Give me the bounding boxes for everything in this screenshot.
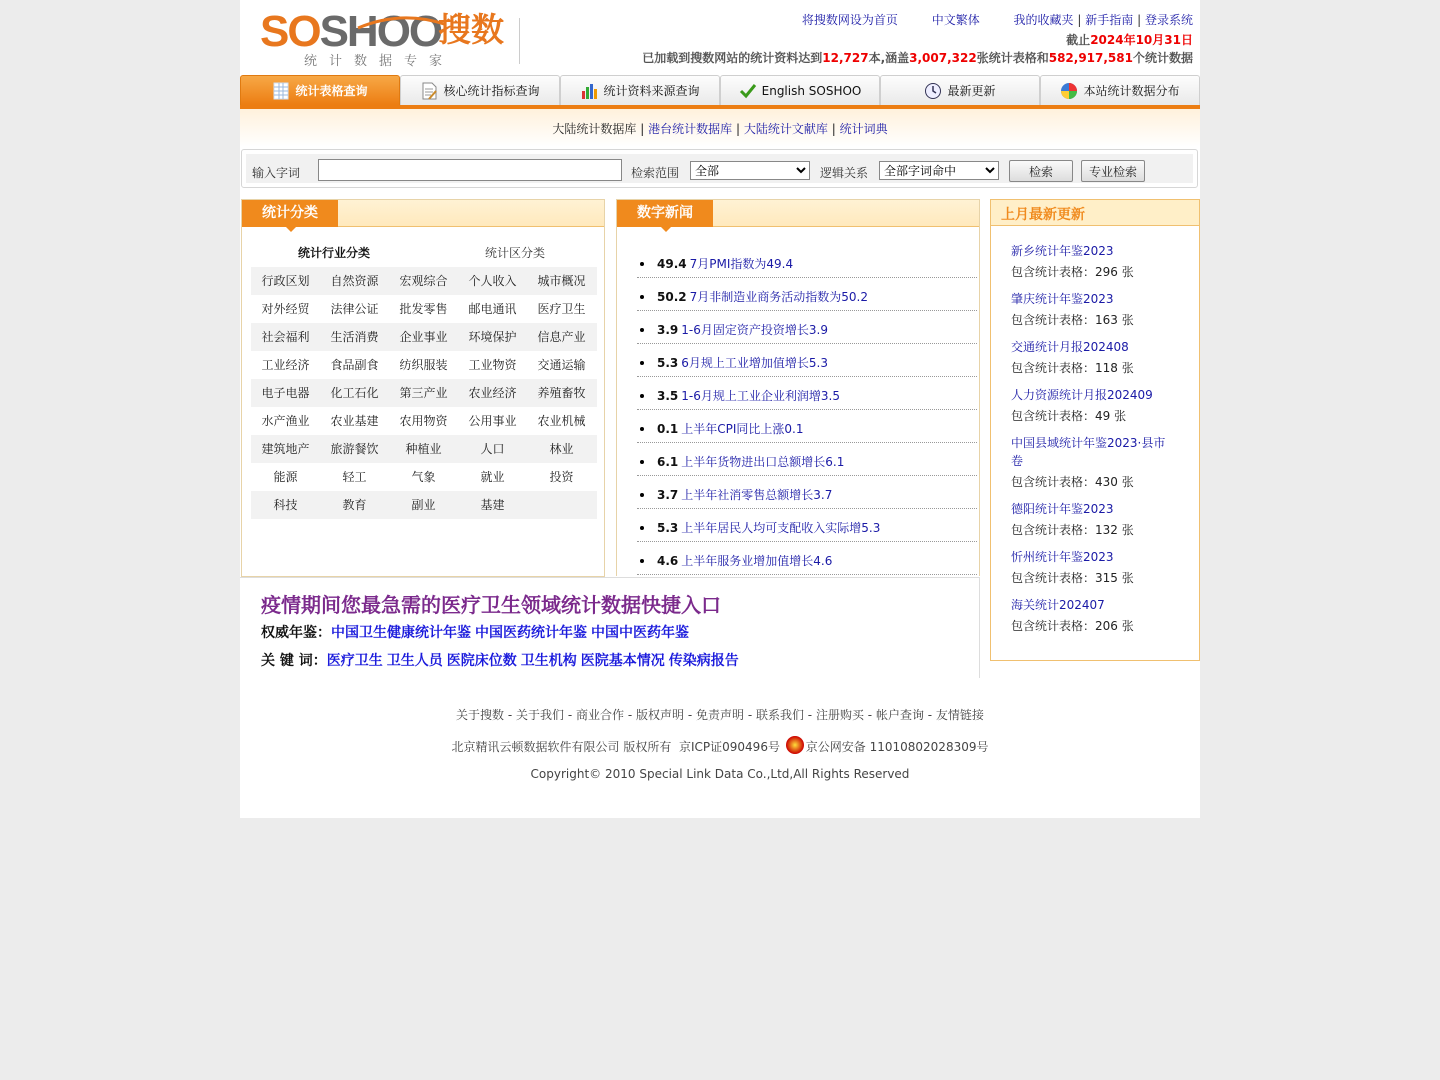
news-link[interactable]: 上半年CPI同比上涨0.1 (681, 422, 804, 436)
footer-link[interactable]: 友情链接 (935, 708, 984, 722)
tab-industry-category[interactable]: 统计行业分类 (298, 246, 371, 260)
category-item[interactable]: 轻工 (342, 470, 367, 484)
tab-source-query[interactable]: 统计资料来源查询 (560, 75, 720, 105)
scope-label: 检索范围 (631, 166, 680, 180)
subnav-literature-db[interactable]: 大陆统计文献库 (743, 122, 828, 136)
category-item[interactable]: 旅游餐饮 (330, 442, 379, 456)
news-link[interactable]: 1-6月固定资产投资增长3.9 (681, 323, 828, 337)
login-link[interactable]: 登录系统 (1144, 13, 1193, 27)
update-item (1011, 338, 1171, 377)
logo-wordmark: SOSHOO (260, 7, 442, 56)
updates-list (1011, 242, 1171, 644)
category-item[interactable]: 第三产业 (399, 386, 448, 400)
news-link[interactable]: 上半年货物进出口总额增长6.1 (681, 455, 845, 469)
update-item (1011, 290, 1171, 329)
news-item (637, 510, 977, 542)
subnav-mainland-db[interactable]: 大陆统计数据库 (552, 122, 637, 136)
asof-date: 截止2024年10月31日 (1066, 33, 1193, 47)
category-item[interactable]: 农用物资 (399, 414, 448, 428)
keyword-link[interactable]: 卫生人员 (386, 653, 443, 669)
tab-table-query[interactable]: 统计表格查询 (240, 75, 400, 105)
database-subnav: 大陆统计数据库 | 港台统计数据库 | 大陆统计文献库 | 统计词典 (240, 109, 1200, 147)
category-item[interactable]: 食品副食 (330, 358, 379, 372)
keyword-label: 输入字词 (252, 166, 301, 180)
footer-link[interactable]: 帐户查询 (875, 708, 924, 722)
update-title-link[interactable]: 中国县域统计年鉴2023·县市卷 (1011, 436, 1166, 468)
table-icon (272, 82, 290, 100)
tab-core-indicators[interactable]: 核心统计指标查询 (400, 75, 560, 105)
logic-select[interactable] (879, 161, 999, 180)
update-table-count: 包含统计表格：49 张 (1011, 409, 1127, 423)
update-item (1011, 242, 1171, 281)
category-item[interactable]: 生活消费 (330, 330, 379, 344)
category-item[interactable]: 法律公证 (330, 302, 379, 316)
keyword-link[interactable]: 医疗卫生 (326, 653, 383, 669)
copyright: Copyright© 2010 Special Link Data Co.,Ltd,All Rights Reserved (530, 767, 910, 781)
update-item (1011, 596, 1171, 635)
updates-panel-title: 上月最新更新 (1001, 207, 1085, 223)
category-item[interactable]: 社会福利 (261, 330, 310, 344)
police-badge-icon (786, 736, 804, 754)
category-item[interactable]: 农业经济 (468, 386, 517, 400)
search-bar (241, 149, 1198, 188)
category-item[interactable]: 对外经贸 (261, 302, 310, 316)
category-item[interactable]: 工业经济 (261, 358, 310, 372)
footer-link[interactable]: 商业合作 (576, 708, 625, 722)
guide-link[interactable]: 新手指南 (1085, 13, 1134, 27)
update-title-link[interactable]: 新乡统计年鉴2023 (1011, 244, 1114, 258)
update-title-link[interactable]: 德阳统计年鉴2023 (1011, 502, 1114, 516)
keyword-link[interactable]: 医院基本情况 (580, 653, 665, 669)
news-link[interactable]: 7月PMI指数为49.4 (689, 257, 794, 271)
subnav-dictionary[interactable]: 统计词典 (839, 122, 888, 136)
category-item[interactable]: 交通运输 (537, 358, 586, 372)
bar-chart-icon (580, 82, 598, 100)
site-stats: 已加载到搜数网站的统计资料达到12,727本,涵盖3,007,322张统计表格和582,917,581个统计数据 (642, 51, 1193, 65)
news-number: 50.2 (657, 290, 687, 304)
updates-panel (990, 199, 1200, 661)
yearbook-row: 权威年鉴：中国卫生健康统计年鉴 中国医药统计年鉴 中国中医药年鉴 (261, 625, 689, 641)
footer-links: 关于搜数 - 关于我们 - 商业合作 - 版权声明 - 免责声明 - 联系我们 - 注册购买 - 帐户查询 - 友情链接 (456, 708, 984, 722)
category-item[interactable]: 能源 (273, 470, 298, 484)
category-item[interactable]: 行政区划 (261, 274, 310, 288)
search-button[interactable]: 检索 (1009, 160, 1073, 182)
category-item[interactable]: 建筑地产 (261, 442, 310, 456)
news-number: 5.3 (657, 521, 679, 535)
news-link[interactable]: 7月非制造业商务活动指数为50.2 (689, 290, 868, 304)
update-title-link[interactable]: 人力资源统计月报202409 (1011, 388, 1153, 402)
news-number: 5.3 (657, 356, 679, 370)
news-link[interactable]: 1-6月规上工业企业利润增3.5 (681, 389, 840, 403)
scope-select[interactable] (690, 161, 810, 180)
category-row (251, 295, 597, 323)
favorites-link[interactable]: 我的收藏夹 (1013, 13, 1074, 27)
update-table-count: 包含统计表格：430 张 (1011, 475, 1134, 489)
news-link[interactable]: 上半年服务业增加值增长4.6 (681, 554, 833, 568)
pie-chart-icon (1060, 82, 1078, 100)
tab-data-distribution[interactable]: 本站统计数据分布 (1040, 75, 1200, 105)
category-item[interactable]: 教育 (342, 498, 367, 512)
footer-link[interactable]: 注册购买 (815, 708, 864, 722)
category-item[interactable]: 个人收入 (468, 274, 517, 288)
update-table-count: 包含统计表格：296 张 (1011, 265, 1134, 279)
update-title-link[interactable]: 海关统计202407 (1011, 598, 1105, 612)
tab-latest-updates[interactable]: 最新更新 (880, 75, 1040, 105)
category-row (251, 379, 597, 407)
news-panel (616, 199, 980, 576)
news-link[interactable]: 上半年社消零售总额增长3.7 (681, 488, 833, 502)
keyword-link[interactable]: 卫生机构 (520, 653, 577, 669)
epidemic-shortcut (240, 577, 980, 678)
news-item (637, 411, 977, 443)
news-number: 3.9 (657, 323, 679, 337)
category-item[interactable]: 投资 (549, 470, 574, 484)
update-item (1011, 434, 1171, 491)
footer-link[interactable]: 联系我们 (755, 708, 804, 722)
page (240, 0, 1200, 818)
category-item[interactable]: 气象 (411, 470, 436, 484)
update-item (1011, 548, 1171, 587)
category-item[interactable]: 种植业 (405, 442, 442, 456)
police-record[interactable]: 京公网安备 11010802028309号 (805, 740, 989, 754)
update-table-count: 包含统计表格：315 张 (1011, 571, 1134, 585)
document-icon (420, 82, 438, 100)
category-item[interactable]: 工业物资 (468, 358, 517, 372)
epidemic-title: 疫情期间您最急需的医疗卫生领域统计数据快捷入口 (261, 593, 721, 617)
news-item (637, 477, 977, 509)
top-links: 将搜数网设为首页 中文繁体 我的收藏夹 | 新手指南 | 登录系统 (801, 13, 1193, 27)
logo-divider (519, 18, 520, 64)
news-item (637, 444, 977, 476)
keyword-link[interactable]: 传染病报告 (668, 653, 739, 669)
category-item[interactable]: 宏观综合 (399, 274, 448, 288)
news-item (637, 345, 977, 377)
category-item[interactable]: 纺织服装 (399, 358, 448, 372)
category-item[interactable]: 就业 (480, 470, 505, 484)
category-row (251, 435, 597, 463)
category-item[interactable]: 化工石化 (330, 386, 379, 400)
news-item (637, 279, 977, 311)
category-item[interactable]: 基建 (480, 498, 505, 512)
advanced-search-button[interactable]: 专业检索 (1081, 160, 1145, 182)
update-table-count: 包含统计表格：163 张 (1011, 313, 1134, 327)
footer-link[interactable]: 版权声明 (636, 708, 685, 722)
category-row (251, 463, 597, 491)
category-item[interactable]: 电子电器 (261, 386, 310, 400)
keyword-input[interactable] (318, 159, 622, 181)
news-number: 6.1 (657, 455, 679, 469)
yearbook-link[interactable]: 中国中医药年鉴 (591, 625, 689, 641)
logo-tagline: 统计数据专家 (304, 54, 455, 69)
category-item[interactable]: 企业事业 (399, 330, 448, 344)
checkmark-icon (739, 82, 757, 100)
category-item[interactable]: 水产渔业 (261, 414, 310, 428)
news-number: 4.6 (657, 554, 679, 568)
category-item[interactable]: 信息产业 (537, 330, 586, 344)
keyword-row: 关 键 词：医疗卫生 卫生人员 医院床位数 卫生机构 医院基本情况 传染病报告 (261, 653, 739, 669)
category-row (251, 407, 597, 435)
subnav-hktw-db[interactable]: 港台统计数据库 (648, 122, 733, 136)
update-table-count: 包含统计表格：206 张 (1011, 619, 1134, 633)
news-item (637, 312, 977, 344)
tab-english[interactable]: English SOSHOO (720, 75, 880, 105)
set-homepage-link[interactable]: 将搜数网设为首页 (801, 13, 898, 27)
category-item[interactable]: 人口 (480, 442, 505, 456)
news-item (637, 378, 977, 410)
update-title-link[interactable]: 忻州统计年鉴2023 (1011, 550, 1114, 564)
category-item[interactable]: 农业基建 (330, 414, 379, 428)
logic-label: 逻辑关系 (820, 166, 869, 180)
category-row (251, 491, 597, 519)
news-number: 49.4 (657, 257, 687, 271)
news-number: 3.5 (657, 389, 679, 403)
clock-icon (924, 82, 942, 100)
category-grid (251, 267, 597, 519)
category-item[interactable]: 副业 (411, 498, 436, 512)
news-item (637, 246, 977, 278)
news-link[interactable]: 上半年居民人均可支配收入实际增5.3 (681, 521, 881, 535)
update-title-link[interactable]: 肇庆统计年鉴2023 (1011, 292, 1114, 306)
category-panel-title: 统计分类 (242, 200, 338, 227)
yearbook-link[interactable]: 中国卫生健康统计年鉴 (331, 625, 471, 641)
category-row (251, 323, 597, 351)
category-item[interactable]: 自然资源 (330, 274, 379, 288)
traditional-chinese-link[interactable]: 中文繁体 (931, 13, 980, 27)
update-table-count: 包含统计表格：118 张 (1011, 361, 1134, 375)
news-number: 0.1 (657, 422, 679, 436)
footer-link[interactable]: 免责声明 (695, 708, 744, 722)
footer-link[interactable]: 关于我们 (516, 708, 565, 722)
category-item[interactable]: 公用事业 (468, 414, 517, 428)
tab-region-category[interactable]: 统计区分类 (485, 246, 546, 260)
update-title-link[interactable]: 交通统计月报202408 (1011, 340, 1129, 354)
update-item (1011, 500, 1171, 539)
category-item[interactable]: 养殖畜牧 (537, 386, 586, 400)
update-table-count: 包含统计表格：132 张 (1011, 523, 1134, 537)
yearbook-link[interactable]: 中国医药统计年鉴 (475, 625, 587, 641)
category-item[interactable]: 邮电通讯 (468, 302, 517, 316)
category-row (251, 351, 597, 379)
category-panel (241, 199, 605, 577)
category-item[interactable]: 农业机械 (537, 414, 586, 428)
main-nav (240, 75, 1200, 107)
icp-number[interactable]: 京ICP证090496号 (678, 740, 780, 754)
logo-chinese: 搜数 (438, 10, 504, 49)
category-item[interactable]: 城市概况 (537, 274, 586, 288)
news-number: 3.7 (657, 488, 679, 502)
soshoo-logo[interactable] (260, 7, 520, 69)
category-item[interactable]: 环境保护 (468, 330, 517, 344)
category-item[interactable]: 科技 (273, 498, 298, 512)
news-panel-title: 数字新闻 (617, 200, 713, 227)
footer-company: 北京精讯云顿数据软件有限公司 版权所有 京ICP证090496号 京公网安备 11010802028309号 (240, 736, 1200, 755)
keyword-link[interactable]: 医院床位数 (446, 653, 517, 669)
category-item (527, 491, 596, 519)
news-link[interactable]: 6月规上工业增加值增长5.3 (681, 356, 828, 370)
footer-link[interactable]: 关于搜数 (456, 708, 505, 722)
news-list (637, 246, 977, 576)
news-item (637, 543, 977, 575)
category-row (251, 267, 597, 295)
category-item[interactable]: 医疗卫生 (537, 302, 586, 316)
logo-swoosh-icon (356, 16, 446, 30)
update-item (1011, 386, 1171, 425)
category-item[interactable]: 批发零售 (399, 302, 448, 316)
category-item[interactable]: 林业 (549, 442, 574, 456)
